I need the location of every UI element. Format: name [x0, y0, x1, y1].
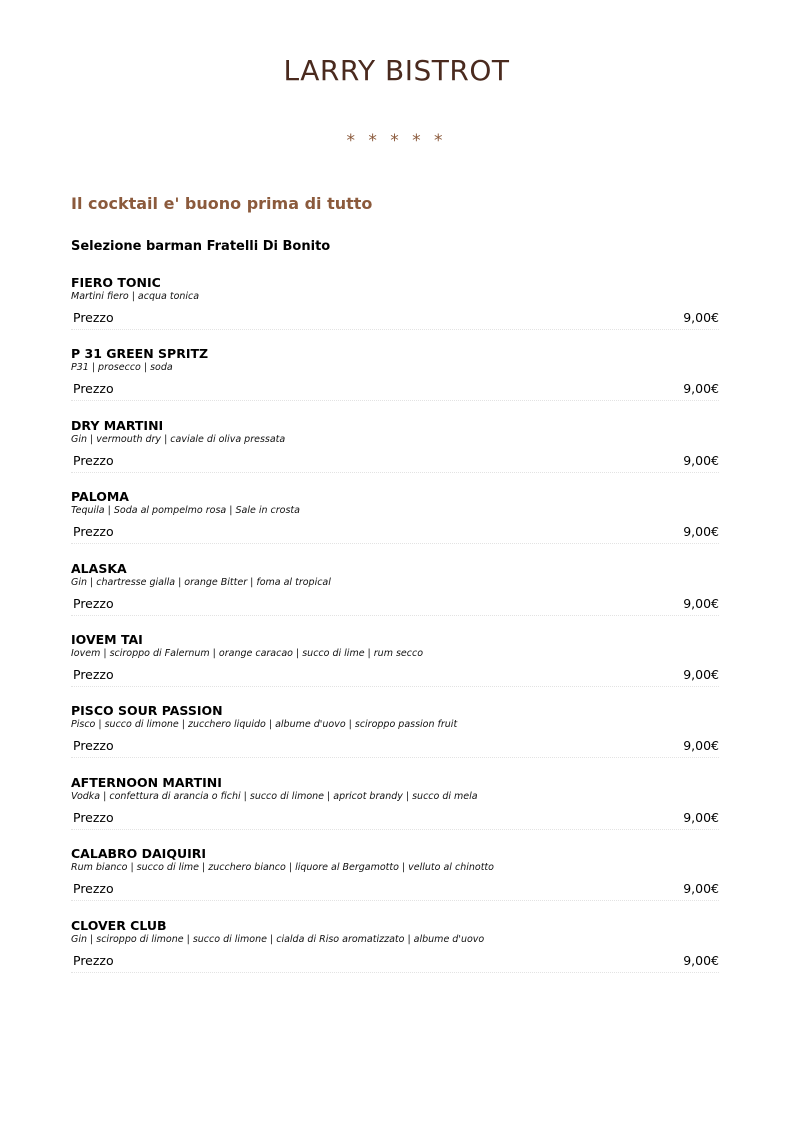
- price-row: [71, 952, 719, 973]
- decorative-stars: * * * * *: [346, 131, 447, 151]
- price-value: 9,00€: [683, 809, 719, 825]
- price-value: 9,00€: [683, 881, 719, 897]
- item-description: Rum bianco | succo di lime | zucchero bianco | liquore al Bergamotto | velluto al chinotto: [71, 862, 494, 874]
- item-description: Pisco | succo di limone | zucchero liquido | albume d'uovo | sciroppo passion fruit: [71, 719, 458, 731]
- item-name: P 31 GREEN SPRITZ: [71, 346, 209, 362]
- price-label: Prezzo: [73, 881, 114, 897]
- price-row: [71, 737, 719, 758]
- menu-item: [71, 775, 719, 846]
- section-title: Il cocktail e' buono prima di tutto: [71, 194, 373, 213]
- price-label: Prezzo: [73, 666, 114, 682]
- price-row: [71, 523, 719, 544]
- price-label: Prezzo: [73, 310, 114, 325]
- price-row: [71, 380, 719, 401]
- item-name: FIERO TONIC: [71, 275, 161, 290]
- menu-item: [71, 418, 719, 489]
- item-name: CALABRO DAIQUIRI: [71, 846, 207, 862]
- item-description: Gin | chartresse gialla | orange Bitter | foma al tropical: [71, 576, 331, 588]
- price-label: Prezzo: [73, 381, 114, 397]
- item-description: Iovem | sciroppo di Falernum | orange caracao | succo di lime | rum secco: [71, 647, 424, 659]
- price-value: 9,00€: [683, 666, 719, 682]
- menu-item: [71, 918, 719, 989]
- menu-item: [71, 703, 719, 774]
- item-description: Gin | sciroppo di limone | succo di limone | cialda di Riso aromatizzato | albume d'uovo: [71, 933, 485, 945]
- menu-item: [71, 846, 719, 917]
- price-row: [71, 595, 719, 616]
- price-value: 9,00€: [683, 310, 719, 325]
- price-row: [71, 309, 719, 330]
- item-description: Vodka | confettura di arancia o fichi | succo di limone | apricot brandy | succo di mela: [71, 790, 478, 802]
- price-row: [71, 880, 719, 901]
- price-label: Prezzo: [73, 738, 114, 754]
- price-row: [71, 809, 719, 830]
- page-title: LARRY BISTROT: [283, 54, 510, 87]
- item-description: Tequila | Soda al pompelmo rosa | Sale in crosta: [71, 505, 300, 517]
- menu-item: [71, 346, 719, 417]
- price-value: 9,00€: [683, 524, 719, 540]
- item-name: PALOMA: [71, 489, 129, 505]
- item-name: IOVEM TAI: [71, 631, 143, 647]
- menu-item: [71, 632, 719, 703]
- item-description: Gin | vermouth dry | caviale di oliva pressata: [71, 433, 286, 445]
- menu-item: [71, 561, 719, 632]
- price-value: 9,00€: [683, 595, 719, 611]
- menu-list: [71, 275, 719, 989]
- price-value: 9,00€: [683, 381, 719, 397]
- item-name: ALASKA: [71, 560, 127, 576]
- item-name: DRY MARTINI: [71, 417, 164, 433]
- item-name: PISCO SOUR PASSION: [71, 703, 223, 719]
- item-description: Martini fiero | acqua tonica: [71, 291, 200, 302]
- price-value: 9,00€: [683, 952, 719, 968]
- menu-item: [71, 489, 719, 560]
- subsection-title: Selezione barman Fratelli Di Bonito: [71, 239, 331, 254]
- price-row: [71, 666, 719, 687]
- price-label: Prezzo: [73, 595, 114, 611]
- price-label: Prezzo: [73, 452, 114, 468]
- price-label: Prezzo: [73, 524, 114, 540]
- item-description: P31 | prosecco | soda: [71, 362, 173, 374]
- menu-item: [71, 275, 719, 346]
- price-value: 9,00€: [683, 738, 719, 754]
- price-row: [71, 452, 719, 473]
- item-name: AFTERNOON MARTINI: [71, 774, 222, 790]
- price-value: 9,00€: [683, 452, 719, 468]
- price-label: Prezzo: [73, 809, 114, 825]
- price-label: Prezzo: [73, 952, 114, 968]
- item-name: CLOVER CLUB: [71, 917, 167, 933]
